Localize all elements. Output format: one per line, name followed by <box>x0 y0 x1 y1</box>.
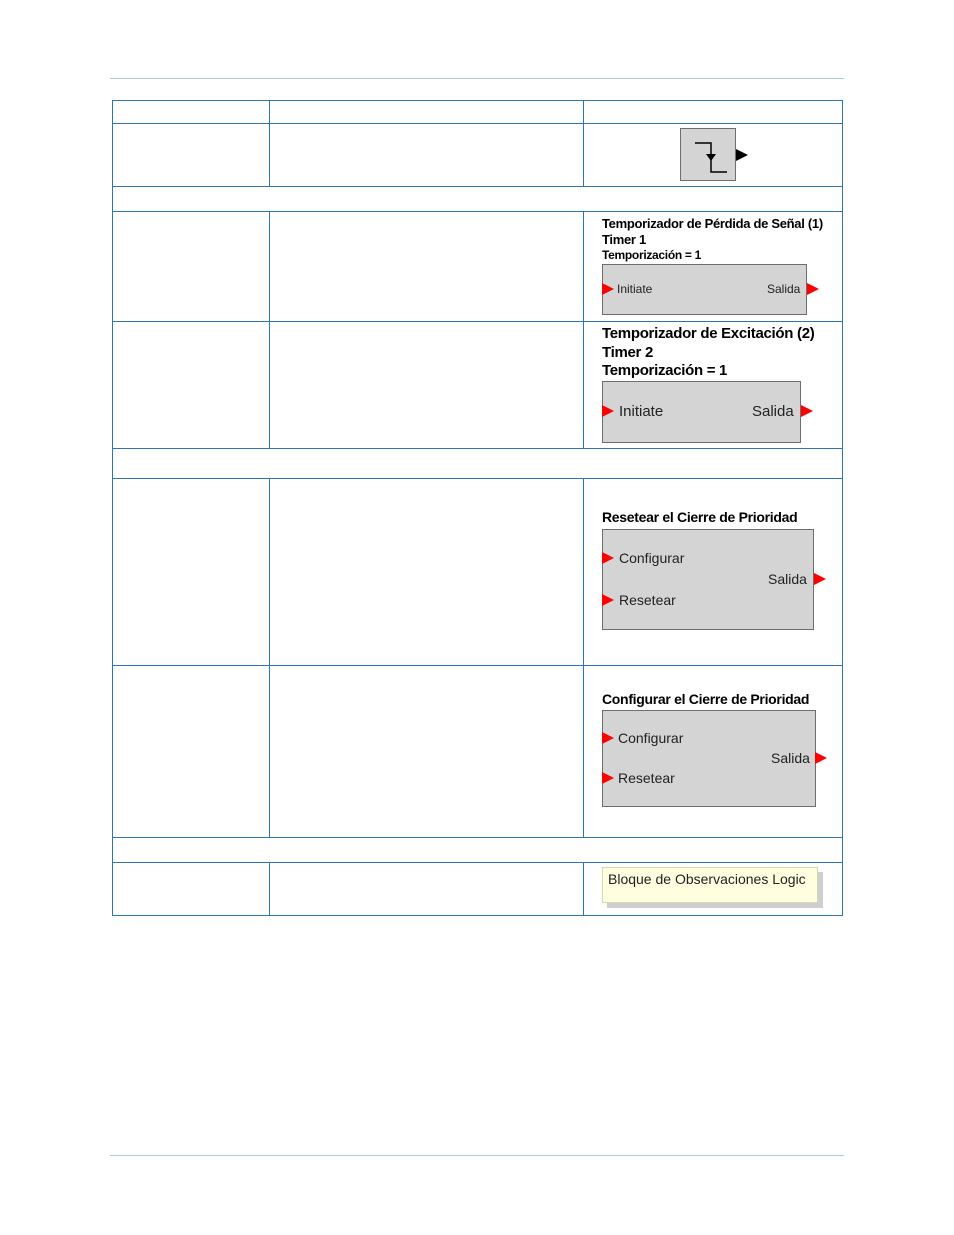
table-row <box>113 863 843 916</box>
set-latch-title: Configurar el Cierre de Prioridad <box>602 691 810 707</box>
timer1-input-port-icon <box>602 283 614 295</box>
timer1-output-port-icon <box>807 283 819 295</box>
output-arrow-icon <box>736 149 748 161</box>
table-row <box>113 124 843 187</box>
timer1-output-label: Salida <box>767 282 801 296</box>
reset-latch-output-label: Salida <box>768 571 807 587</box>
set-latch-set-label: Configurar <box>618 730 684 746</box>
timer2-input-port-icon <box>602 405 614 417</box>
reset-latch-output-port-icon <box>814 573 826 585</box>
footer-rule <box>110 1155 844 1156</box>
row-symbol-cell <box>584 863 843 916</box>
timer1-input-label: Initiate <box>617 282 653 296</box>
set-latch-set-port-icon <box>602 732 614 744</box>
row-name-cell <box>113 212 270 322</box>
table-row <box>113 212 843 322</box>
row-description-cell <box>270 479 584 666</box>
header-rule <box>110 78 844 79</box>
row-description-cell <box>270 124 584 187</box>
set-latch-reset-label: Resetear <box>618 770 675 786</box>
falling-edge-block <box>680 128 736 181</box>
timer2-title: Temporizador de Excitación (2) <box>602 325 815 342</box>
section-row-timers <box>113 187 843 212</box>
row-symbol-cell <box>584 124 843 187</box>
section-row-latches <box>113 449 843 479</box>
row-name-cell <box>113 479 270 666</box>
row-name-cell <box>113 124 270 187</box>
reset-latch-set-label: Configurar <box>619 550 685 566</box>
set-latch-reset-port-icon <box>602 772 614 784</box>
set-latch-output-label: Salida <box>771 750 810 766</box>
section-cell <box>113 838 843 863</box>
section-row-comments <box>113 838 843 863</box>
row-description-cell <box>270 212 584 322</box>
header-cell-symbol <box>584 101 843 124</box>
table-row <box>113 479 843 666</box>
timer2-output-port-icon <box>801 405 813 417</box>
timer1-title: Temporizador de Pérdida de Señal (1) <box>602 216 823 231</box>
row-symbol-cell <box>584 322 843 449</box>
row-symbol-cell <box>584 479 843 666</box>
row-name-cell <box>113 322 270 449</box>
row-symbol-cell <box>584 666 843 838</box>
timer2-output-label: Salida <box>752 403 794 420</box>
timer1-name: Timer 1 <box>602 232 646 247</box>
timer2-name: Timer 2 <box>602 344 653 361</box>
logic-elements-table <box>112 100 843 916</box>
timer2-input-label: Initiate <box>619 403 664 420</box>
falling-edge-icon <box>681 129 735 180</box>
row-name-cell <box>113 666 270 838</box>
section-cell <box>113 187 843 212</box>
header-cell-description <box>270 101 584 124</box>
comment-block: Bloque de Observaciones Logic <box>602 867 818 903</box>
table-header-row <box>113 101 843 124</box>
row-symbol-cell <box>584 212 843 322</box>
row-description-cell <box>270 666 584 838</box>
timer1-delay: Temporización = 1 <box>602 248 702 262</box>
reset-latch-reset-port-icon <box>602 594 614 606</box>
row-name-cell <box>113 863 270 916</box>
row-description-cell <box>270 322 584 449</box>
reset-latch-set-port-icon <box>602 552 614 564</box>
reset-latch-title: Resetear el Cierre de Prioridad <box>602 509 798 525</box>
table-row <box>113 322 843 449</box>
set-latch-output-port-icon <box>815 752 827 764</box>
timer2-delay: Temporización = 1 <box>602 362 728 379</box>
section-cell <box>113 449 843 479</box>
reset-latch-reset-label: Resetear <box>619 592 676 608</box>
header-cell-name <box>113 101 270 124</box>
table-row <box>113 666 843 838</box>
row-description-cell <box>270 863 584 916</box>
